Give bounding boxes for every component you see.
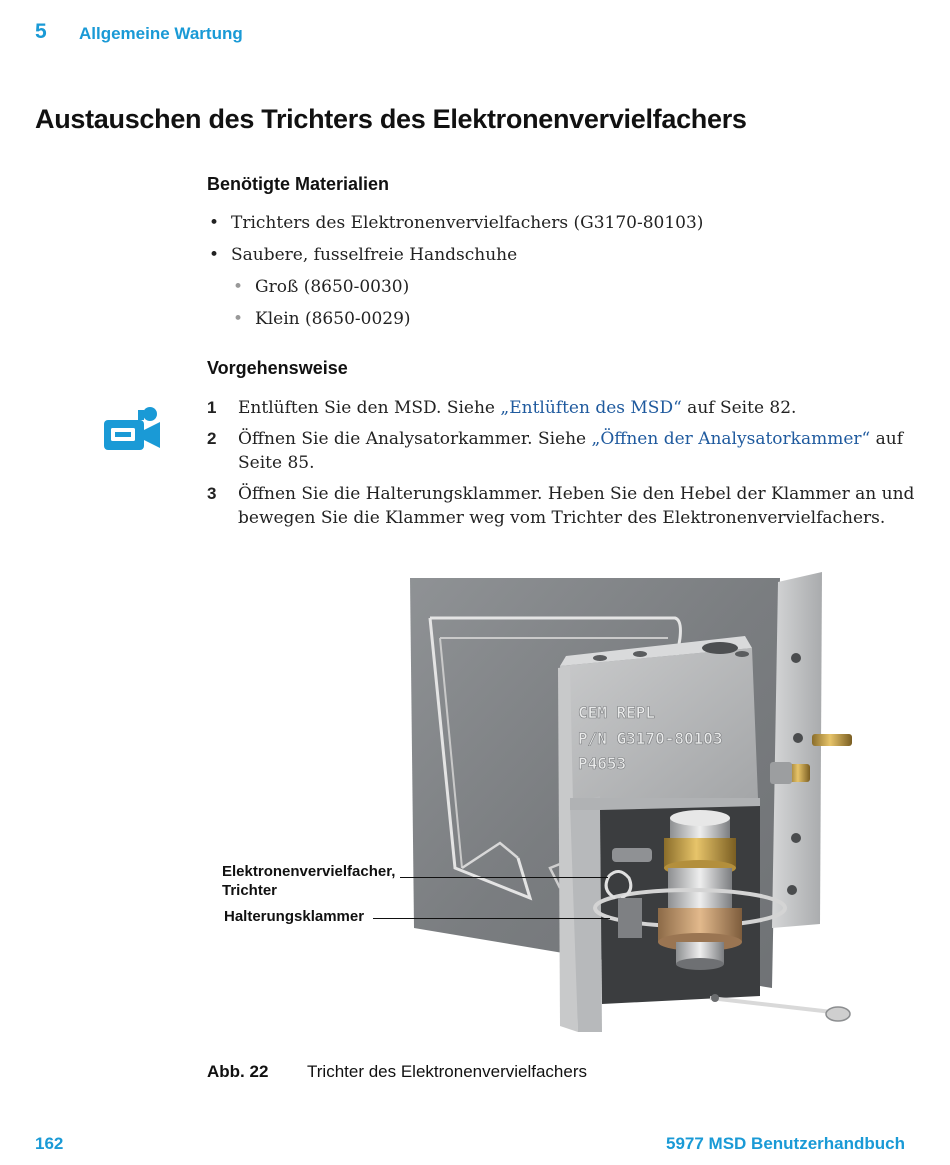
callout-clip: Halterungsklammer — [224, 908, 365, 925]
procedure-step: 3 Öffnen Sie die Halterungsklammer. Heben Sie den Hebel der Klammer an und bewegen Sie die Klammer weg vom Trichter des Elektronenvervielfachers. — [207, 484, 915, 528]
engraving-line-2: P/N G3170-80103 — [578, 729, 723, 748]
electron-multiplier-illustration — [400, 568, 860, 1038]
callout-line-clip — [373, 918, 610, 919]
list-item: • Trichters des Elektronenvervielfachers (G3170-80103) — [209, 213, 704, 233]
procedure-heading: Vorgehensweise — [207, 358, 348, 378]
chapter-number: 5 — [35, 20, 47, 43]
materials-list — [207, 212, 907, 340]
step-number: 1 — [207, 398, 217, 417]
callout-funnel: Elektronenvervielfacher, Trichter — [222, 863, 396, 899]
page-number: 162 — [35, 1134, 64, 1153]
callout-line-funnel — [400, 877, 608, 878]
chapter-title: Allgemeine Wartung — [79, 24, 243, 43]
video-camera-icon[interactable] — [104, 406, 162, 452]
procedure-step: 2 Öffnen Sie die Analysatorkammer. Siehe „Öffnen der Analysatorkammer“ auf Seite 85. — [207, 429, 903, 473]
document-title: 5977 MSD Benutzerhandbuch — [666, 1134, 905, 1153]
link-entlueften[interactable]: „Entlüften des MSD“ — [500, 398, 682, 418]
step-number: 3 — [207, 484, 217, 503]
list-item: • Saubere, fusselfreie Handschuhe — [209, 245, 518, 265]
engraving-line-3: P4653 — [578, 754, 627, 773]
step-number: 2 — [207, 429, 217, 448]
procedure-steps — [207, 396, 917, 537]
sub-list-item: • Klein (8650-0029) — [233, 309, 411, 329]
materials-heading: Benötigte Materialien — [207, 174, 390, 194]
engraving-line-1: CEM REPL — [578, 703, 656, 722]
figure-caption-text: Trichter des Elektronenvervielfachers — [307, 1062, 587, 1081]
sub-list-item: • Groß (8650-0030) — [233, 277, 410, 297]
figure-caption-label: Abb. 22 — [207, 1062, 269, 1081]
page-title: Austauschen des Trichters des Elektronenvervielfachers — [35, 104, 747, 134]
procedure-step: 1 Entlüften Sie den MSD. Siehe „Entlüften des MSD“ auf Seite 82. — [207, 398, 797, 418]
link-analysatorkammer[interactable]: „Öffnen der Analysatorkammer“ — [591, 429, 871, 449]
